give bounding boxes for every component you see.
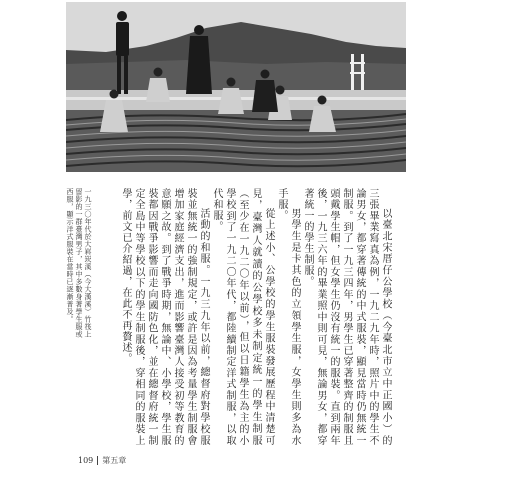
paragraph-2: 男學生是卡其色的立領學生服，女學生則多為水手服。 [276, 188, 300, 446]
paragraph-1: 以臺北宋厝仔公學校（今臺北市立中正國小）的三張畢業寫真為例，一九二九年時，照片中的學生不論男女，都穿著傳統的中式服裝，顯見當時仍無統一制服。到了一九三四年，男學生已穿著整齊的制服且頭戴學生帽，但女學生仍沒有統一的服裝。直到兩年後，一九三六年的畢業照中則可見，無論男女，都穿著統一的學生制服。 [302, 188, 391, 446]
paragraph-4: 活動的和服。一九三九年以前，總督府對學校服裝並無統一的強制規定，或許是因為考量學生制服會增加家庭經濟支出，進而影響臺灣人接受初等教育的意願之故。到了戰爭時期，無論中、小學校，學生服裝都因戰爭影響而走向國防色化，並在總督府統一制定全島中等學校以下的學生制服後，穿相同的服裝上學，前文已介紹過，在此不再贅述。 [120, 188, 209, 446]
body-text [92, 188, 392, 446]
school-uniform-photograph [66, 2, 406, 172]
page-number: 109 [78, 456, 94, 465]
photo-caption: 一九三〇年代於大嵙崁溪（今大漢溪）竹筏上留影的一群臺灣男子，其中多數身著學生服或西服，顯示洋式服裝在當時已逐漸普及。 [66, 188, 92, 338]
page-footer [78, 455, 238, 469]
footer-divider [97, 456, 98, 465]
paragraph-3: 從上述小、公學校的學生服裝發展歷程中清楚可見，臺灣人就讀的公學校多未制定統一的學生制服（至少在一九二〇年以前），但以日籍學生為主的小學校到了一九二〇年代，都陸續制定洋式制服，以取代和服。 [211, 188, 274, 446]
chapter-label: 第五章 [102, 456, 127, 465]
photo-illustration [66, 2, 406, 172]
